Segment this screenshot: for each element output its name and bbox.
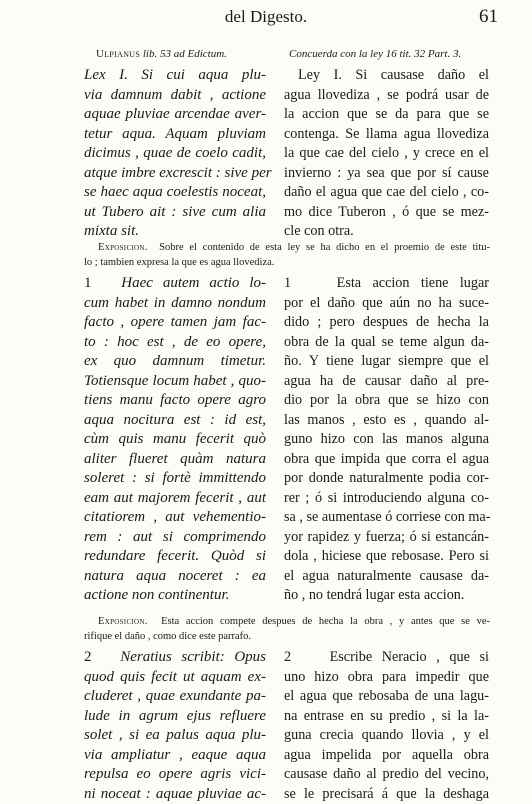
exposicion-label: Exposicion. bbox=[98, 242, 148, 253]
text-line: guna crecia quando llovia , y el bbox=[284, 726, 489, 746]
text-line: quod quis fecit ut aquam ex- bbox=[84, 668, 266, 688]
section-2-latin-column bbox=[84, 648, 266, 804]
text-line: natura aqua noceret : ea bbox=[84, 567, 266, 587]
text-line: las manos , esto es , quando al- bbox=[284, 411, 489, 431]
line-text: Neratius scribit: Opus bbox=[120, 649, 266, 665]
note-line bbox=[84, 240, 490, 255]
text-line: eam aut majorem fecerit , aut bbox=[84, 489, 266, 509]
text-line: actione non continentur. bbox=[84, 586, 266, 606]
text-line: sa , se aumentase ó corriese con ma- bbox=[284, 508, 489, 528]
text-line: to : hoc est , de eo opere, bbox=[84, 333, 266, 353]
text-line: Lex I. Si cui aqua plu- bbox=[84, 66, 266, 86]
exposicion-note-1 bbox=[84, 240, 490, 270]
paragraph-number: 1 bbox=[284, 275, 291, 291]
text-line: via ampliatur , eaque aqua bbox=[84, 746, 266, 766]
text-line: cle con otra. bbox=[284, 222, 489, 242]
text-line: Totiensque locum habet , quo- bbox=[84, 372, 266, 392]
note-line: lo ; tambien expresa la que es agua llovediza. bbox=[84, 255, 490, 270]
text-line: se haec aqua coelestis noceat, bbox=[84, 183, 266, 203]
text-line: citatiorem , aut vehementio- bbox=[84, 508, 266, 528]
text-line: aqua nocitura est : id est, bbox=[84, 411, 266, 431]
text-line: la accion que se da para que se bbox=[284, 105, 489, 125]
text-line: cum habet in damno nondum bbox=[84, 294, 266, 314]
text-line: se le precisará á que la deshaga bbox=[284, 785, 489, 804]
text-line: obra que impida que corra el agua bbox=[284, 450, 489, 470]
text-line: contenga. Se llama agua llovediza bbox=[284, 125, 489, 145]
lex-spanish-column bbox=[284, 66, 489, 242]
line-text: Esta accion tiene lugar bbox=[337, 275, 489, 291]
text-line: rem : aut si comprimendo bbox=[84, 528, 266, 548]
text-line: guno hizo con las manos alguna bbox=[284, 430, 489, 450]
text-line bbox=[284, 648, 489, 668]
section-1-latin-column bbox=[84, 274, 266, 606]
text-line: la que cae del cielo , y crece en el bbox=[284, 144, 489, 164]
text-line: aliter flueret quàm natura bbox=[84, 450, 266, 470]
text-line: ño. Y tiene lugar siempre que el bbox=[284, 352, 489, 372]
note-text: Sobre el contenido de esta ley se ha dicho en el proemio de este titu- bbox=[159, 242, 490, 253]
text-line: rer ; ó si introduciendo alguna co- bbox=[284, 489, 489, 509]
running-title: del Digesto. bbox=[0, 7, 532, 27]
text-line: por donde naturalmente podia cor- bbox=[284, 469, 489, 489]
note-text: Esta accion compete despues de hecha la obra , y antes que se ve- bbox=[161, 616, 490, 627]
lex-latin-column bbox=[84, 66, 266, 242]
text-line: ex quo damnum timetur. bbox=[84, 352, 266, 372]
text-line: ni noceat : aquae pluviae ac- bbox=[84, 785, 266, 804]
paragraph-number: 2 bbox=[84, 649, 92, 665]
paragraph-number: 1 bbox=[84, 275, 92, 291]
text-line: dido ; pero despues de hecha la bbox=[284, 313, 489, 333]
text-line: solet , si ea palus aqua plu- bbox=[84, 726, 266, 746]
exposicion-label: Exposicion. bbox=[98, 616, 148, 627]
page-number: 61 bbox=[479, 6, 498, 28]
text-line: cùm quis manu fecerit quò bbox=[84, 430, 266, 450]
section-2-spanish-column bbox=[284, 648, 489, 804]
text-line: el agua que rebosaba de una lagu- bbox=[284, 687, 489, 707]
text-line: facto , opere tamen jam fac- bbox=[84, 313, 266, 333]
latin-source-subhead bbox=[96, 48, 227, 60]
text-line: Ley I. Si causase daño el bbox=[284, 66, 489, 86]
text-line: via damnum dabit , actione bbox=[84, 86, 266, 106]
text-line: obra de la qual se teme algun da- bbox=[284, 333, 489, 353]
source-reference: lib. 53 ad Edictum. bbox=[140, 48, 227, 60]
text-line: mixta sit. bbox=[84, 222, 266, 242]
note-line: rifique el daño , como dice este parrafo. bbox=[84, 629, 490, 644]
note-line bbox=[84, 614, 490, 629]
text-line bbox=[84, 274, 266, 294]
text-line: ño , no tendrá lugar esta accion. bbox=[284, 586, 489, 606]
text-line: mo dice Tuberon , ó que se mez- bbox=[284, 203, 489, 223]
text-line bbox=[84, 648, 266, 668]
text-line: causase daño al predio del vecino, bbox=[284, 765, 489, 785]
text-line: invierno : ya sea que por sí cause bbox=[284, 164, 489, 184]
text-line: dicimus , quae de coelo cadit, bbox=[84, 144, 266, 164]
line-text: Haec autem actio lo- bbox=[121, 275, 266, 291]
text-line: na entrase en su predio , si la la- bbox=[284, 707, 489, 727]
section-1-spanish-column bbox=[284, 274, 489, 606]
exposicion-note-2 bbox=[84, 614, 490, 644]
line-text: Escribe Neracio , que si bbox=[330, 649, 489, 665]
text-line: agua llovediza , se podrá usar de bbox=[284, 86, 489, 106]
text-line bbox=[284, 274, 489, 294]
text-line: tiens manu facto opere agro bbox=[84, 391, 266, 411]
text-line: lude in agrum ejus refluere bbox=[84, 707, 266, 727]
text-line: ut Tubero ait : sive cum alia bbox=[84, 203, 266, 223]
text-line: aquae pluviae arcendae aver- bbox=[84, 105, 266, 125]
text-line: tetur aqua. Aquam pluviam bbox=[84, 125, 266, 145]
text-line: cluderet , quae exundante pa- bbox=[84, 687, 266, 707]
text-line: repulsa eo opere agris vici- bbox=[84, 765, 266, 785]
text-line: atque imbre excrescit : sive per bbox=[84, 164, 266, 184]
text-line: daño el agua que cae del cielo , co- bbox=[284, 183, 489, 203]
text-line: el agua naturalmente causase da- bbox=[284, 567, 489, 587]
text-line: redundare fecerit. Quòd si bbox=[84, 547, 266, 567]
page-header bbox=[0, 6, 532, 30]
source-author: Ulpianus bbox=[96, 48, 140, 60]
text-line: agua ha de causar daño al pre- bbox=[284, 372, 489, 392]
paragraph-number: 2 bbox=[284, 649, 291, 665]
text-line: agua impelida por aquella obra bbox=[284, 746, 489, 766]
text-line: yor rapidez y fuerza; ó si estancán- bbox=[284, 528, 489, 548]
text-line: por el daño que aún no ha suce- bbox=[284, 294, 489, 314]
text-line: uno hizo obra para impedir que bbox=[284, 668, 489, 688]
text-line: dola , hiciese que rebosase. Pero si bbox=[284, 547, 489, 567]
text-line: dio por la obra que se hizo con bbox=[284, 391, 489, 411]
text-line: soleret : si fortè immittendo bbox=[84, 469, 266, 489]
concordance-subhead: Concuerda con la ley 16 tit. 32 Part. 3. bbox=[289, 48, 461, 60]
